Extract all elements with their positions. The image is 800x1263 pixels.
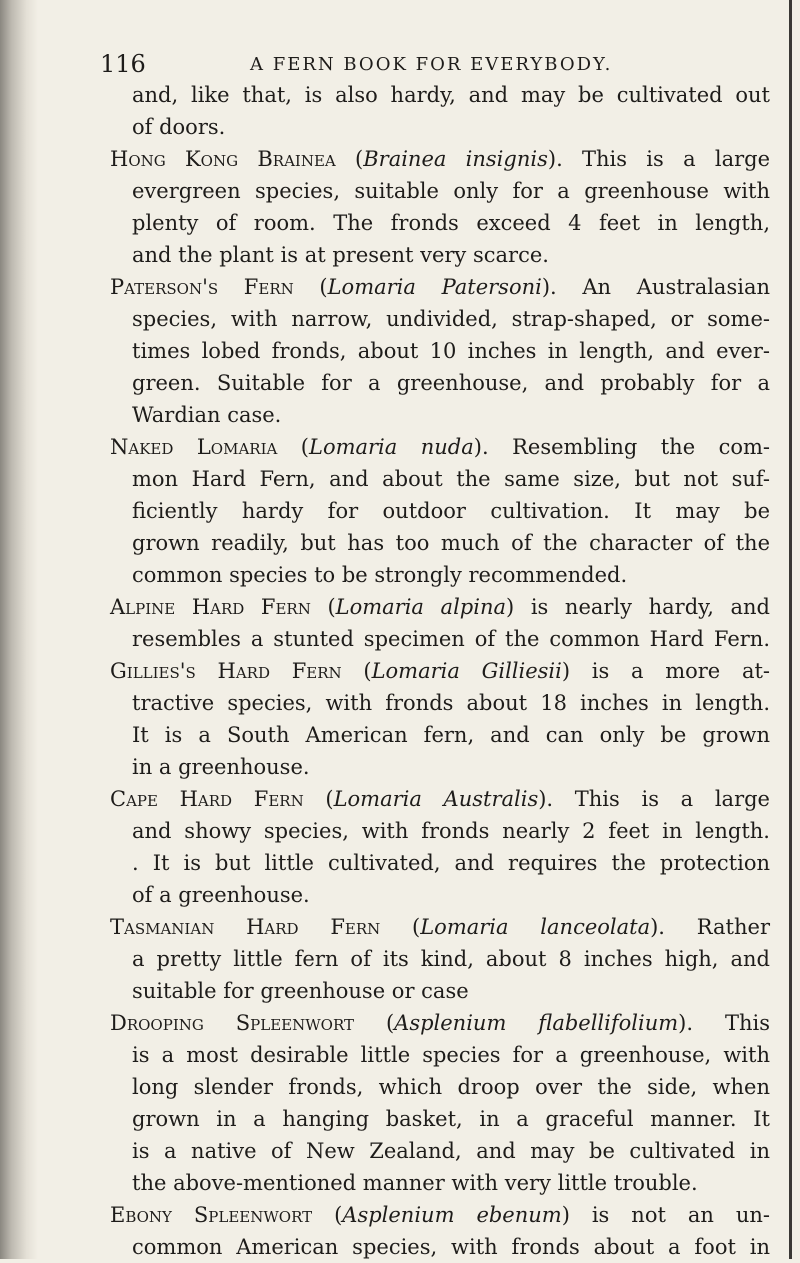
fern-latin-name: Lomaria nuda xyxy=(309,435,474,459)
text-segment: ( xyxy=(277,435,309,459)
paragraph-first-line xyxy=(110,1199,770,1231)
fern-common-name: Gillies's Hard Fern xyxy=(110,659,342,683)
text-segment: plenty of room. The fronds exceed 4 feet in length, xyxy=(132,211,770,235)
text-line xyxy=(110,175,770,207)
text-segment: in a greenhouse. xyxy=(132,755,310,779)
text-line xyxy=(110,975,770,1007)
text-line xyxy=(110,815,770,847)
text-segment: suitable for greenhouse or case xyxy=(132,979,469,1003)
text-segment: the above-mentioned manner with very little trouble. xyxy=(132,1171,698,1195)
fern-latin-name: Lomaria lanceolata xyxy=(420,915,651,939)
paragraph-first-line xyxy=(110,1007,770,1039)
text-segment: ). This xyxy=(678,1011,770,1035)
fern-latin-name: Brainea insignis xyxy=(363,147,548,171)
fern-latin-name: Asplenium flabellifolium xyxy=(394,1011,679,1035)
text-segment: Wardian case. xyxy=(132,403,282,427)
text-line xyxy=(110,527,770,559)
paragraph-first-line xyxy=(110,911,770,943)
text-line xyxy=(110,879,770,911)
fern-common-name: Tasmanian Hard Fern xyxy=(110,915,381,939)
text-segment: ). This is a large xyxy=(547,147,770,171)
text-segment: common American species, with fronds about a foot in xyxy=(132,1235,770,1259)
fern-common-name: Drooping Spleenwort xyxy=(110,1011,355,1035)
page-body-text xyxy=(110,79,770,1263)
text-segment: and the plant is at present very scarce. xyxy=(132,243,549,267)
text-segment: ) is nearly hardy, and xyxy=(506,595,770,619)
page-number: 116 xyxy=(100,50,146,78)
fern-common-name: Hong Kong Brainea xyxy=(110,147,336,171)
text-segment: It is a South American fern, and can only be grown xyxy=(132,723,770,747)
text-segment: tractive species, with fronds about 18 inches in length. xyxy=(132,691,770,715)
text-line xyxy=(110,1071,770,1103)
text-segment: a pretty little fern of its kind, about 8 inches high, and xyxy=(132,947,770,971)
fern-common-name: Paterson's Fern xyxy=(110,275,294,299)
text-segment: resembles a stunted specimen of the common Hard Fern. xyxy=(132,627,770,651)
text-line xyxy=(110,463,770,495)
text-segment: common species to be strongly recommended. xyxy=(132,563,628,587)
text-line xyxy=(110,1103,770,1135)
text-segment: grown in a hanging basket, in a graceful manner. It xyxy=(132,1107,770,1131)
text-line xyxy=(110,111,770,143)
text-line xyxy=(110,495,770,527)
text-segment: evergreen species, suitable only for a greenhouse with xyxy=(132,179,770,203)
fern-latin-name: Lomaria Gilliesii xyxy=(371,659,562,683)
text-line xyxy=(110,79,770,111)
fern-latin-name: Lomaria alpina xyxy=(335,595,507,619)
text-segment: of doors. xyxy=(132,115,226,139)
text-line xyxy=(110,751,770,783)
text-segment: ( xyxy=(354,1011,395,1035)
fern-common-name: Naked Lomaria xyxy=(110,435,278,459)
text-segment: green. Suitable for a greenhouse, and probably for a xyxy=(132,371,770,395)
paragraph-first-line xyxy=(110,655,770,687)
text-line xyxy=(110,559,770,591)
running-title: A FERN BOOK FOR EVERYBODY. xyxy=(250,54,613,75)
fern-common-name: Alpine Hard Fern xyxy=(110,595,311,619)
text-segment: ) is not an un- xyxy=(561,1203,770,1227)
book-binding-shadow xyxy=(0,0,38,1259)
text-line xyxy=(110,1231,770,1263)
fern-latin-name: Asplenium ebenum xyxy=(342,1203,562,1227)
text-segment: ). This is a large xyxy=(538,787,770,811)
fern-latin-name: Lomaria Patersoni xyxy=(327,275,542,299)
text-line xyxy=(110,1135,770,1167)
text-segment: is a most desirable little species for a greenhouse, with xyxy=(132,1043,770,1067)
text-line xyxy=(110,623,770,655)
text-segment: ficiently hardy for outdoor cultivation. It may be xyxy=(132,499,770,523)
text-line xyxy=(110,239,770,271)
text-segment: ( xyxy=(341,659,372,683)
text-line xyxy=(110,207,770,239)
fern-latin-name: Lomaria Australis xyxy=(333,787,539,811)
text-line xyxy=(110,303,770,335)
paragraph-first-line xyxy=(110,783,770,815)
text-segment: ) is a more at- xyxy=(561,659,770,683)
paragraph-first-line xyxy=(110,143,770,175)
page-edge xyxy=(789,0,792,1259)
fern-common-name: Ebony Spleenwort xyxy=(110,1203,313,1227)
text-line xyxy=(110,719,770,751)
fern-common-name: Cape Hard Fern xyxy=(110,787,304,811)
text-segment: ). Resembling the com- xyxy=(473,435,771,459)
text-segment: mon Hard Fern, and about the same size, but not suf- xyxy=(132,467,770,491)
text-segment: ( xyxy=(312,1203,343,1227)
text-segment: of a greenhouse. xyxy=(132,883,310,907)
text-segment: ( xyxy=(335,147,364,171)
text-segment: ). Rather xyxy=(650,915,770,939)
paragraph-first-line xyxy=(110,591,770,623)
text-segment: times lobed fronds, about 10 inches in length, and ever- xyxy=(132,339,770,363)
paragraph-first-line xyxy=(110,271,770,303)
text-line xyxy=(110,399,770,431)
text-segment: grown readily, but has too much of the character of the xyxy=(132,531,770,555)
text-line xyxy=(110,687,770,719)
paragraph-first-line xyxy=(110,431,770,463)
text-segment: and, like that, is also hardy, and may be cultivated out xyxy=(132,83,770,107)
text-segment: ( xyxy=(303,787,334,811)
text-segment: ). An Australasian xyxy=(541,275,770,299)
text-segment: ( xyxy=(380,915,421,939)
text-segment: and showy species, with fronds nearly 2 feet in length. xyxy=(132,819,770,843)
text-segment: ( xyxy=(293,275,328,299)
text-line xyxy=(110,1167,770,1199)
text-line xyxy=(110,943,770,975)
text-segment: . It is but little cultivated, and requires the protection xyxy=(132,851,770,875)
text-line xyxy=(110,1039,770,1071)
text-segment: long slender fronds, which droop over the side, when xyxy=(132,1075,770,1099)
text-line xyxy=(110,847,770,879)
text-segment: ( xyxy=(310,595,336,619)
text-line xyxy=(110,335,770,367)
text-segment: species, with narrow, undivided, strap-shaped, or some- xyxy=(132,307,770,331)
text-segment: is a native of New Zealand, and may be cultivated in xyxy=(132,1139,770,1163)
text-line xyxy=(110,367,770,399)
